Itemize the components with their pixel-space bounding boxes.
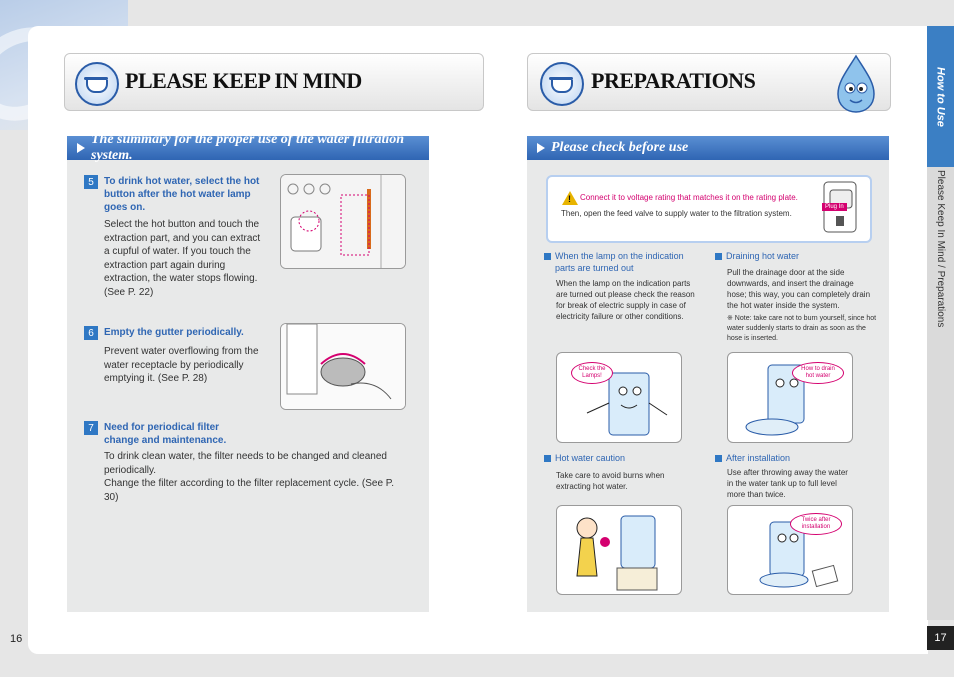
coffee-cup-icon <box>75 62 119 106</box>
item-text: To drink clean water, the filter needs to be changed and cleaned periodically. Change the filter according to the filter replacement cycle. (See P. 30) <box>104 451 394 503</box>
coffee-cup-icon <box>540 62 584 106</box>
side-tab-section-wrap <box>927 170 954 370</box>
block-text: Take care to avoid burns when extracting hot water. <box>556 471 665 491</box>
item-text: Prevent water overflowing from the water receptacle by periodically emptying it. (See P. 28) <box>104 346 259 384</box>
bullet-square-icon <box>544 455 551 462</box>
twice-bubble: Twice after installation <box>790 513 842 535</box>
block-text: When the lamp on the indication parts are turned out please check the reason for break of electric supply in case of electricity failure or other conditions. <box>556 279 695 321</box>
bullet-square-icon <box>715 253 722 260</box>
item-text: Select the hot button and touch the extraction part, and you can extract a cupful of water. If you touch the extraction part again during extraction, the water stops flowing. (See P. 22) <box>104 219 261 298</box>
item-title: To drink hot water, select the hot button after the hot water lamp goes on. <box>104 176 260 213</box>
side-tab-how-to-use-label-wrap <box>927 26 954 167</box>
item-number-badge: 7 <box>84 421 98 435</box>
plug-in-label: Plug In <box>822 203 847 211</box>
warning-exclamation-icon: ! <box>568 194 571 204</box>
water-drop-mascot-icon <box>832 52 880 116</box>
item-title: Need for periodical filter change and maintenance. <box>104 422 227 446</box>
triangle-right-icon <box>77 143 85 153</box>
block-title: Hot water caution <box>555 453 626 463</box>
right-section-title: Please check before use <box>551 140 689 155</box>
block-title: When the lamp on the indication parts are turned out <box>555 251 684 273</box>
block-title: Draining hot water <box>726 251 800 261</box>
hot-water-caution-illustration <box>556 505 682 595</box>
left-section-bar <box>67 132 429 163</box>
notice-text: Then, open the feed valve to supply water to the filtration system. <box>561 209 792 218</box>
side-tab-how-to-use-label: How to Use <box>934 66 947 127</box>
triangle-right-icon <box>537 143 545 153</box>
item-title: Empty the gutter periodically. <box>104 327 244 338</box>
block-note: ※ Note: take care not to burn yourself, since hot water suddenly starts to drain as soon as the hose is inserted. <box>727 315 877 342</box>
left-section-title: The summary for the proper use of the water filtration system. <box>91 132 405 163</box>
page-number-right: 17 <box>927 626 954 650</box>
item-number-badge: 6 <box>84 326 98 340</box>
block-text: Pull the drainage door at the side downwards, and insert the drainage hose; this way, you can completely drain the hot water inside the system. <box>727 268 871 310</box>
left-page-title: PLEASE KEEP IN MIND <box>125 68 362 93</box>
page-number-left: 16 <box>10 633 23 645</box>
block-text: Use after throwing away the water in the water tank up to full level more than twice. <box>727 468 848 499</box>
item-number-badge: 5 <box>84 175 98 189</box>
right-section-bar <box>527 136 889 160</box>
bullet-square-icon <box>544 253 551 260</box>
right-page-title: PREPARATIONS <box>591 68 756 93</box>
notice-warning: Connect it to voltage rating that matches it on the rating plate. <box>580 193 798 202</box>
block-title: After installation <box>726 453 791 463</box>
drain-bubble: How to drain hot water <box>792 362 844 384</box>
empty-gutter-photo <box>280 323 406 410</box>
side-tab-section-label: Please Keep In Mind / Preparations <box>935 170 946 328</box>
left-header-bar <box>64 53 484 111</box>
bullet-square-icon <box>715 455 722 462</box>
check-lamps-bubble: Check the Lamps! <box>571 362 613 384</box>
hot-button-photo <box>280 174 406 269</box>
